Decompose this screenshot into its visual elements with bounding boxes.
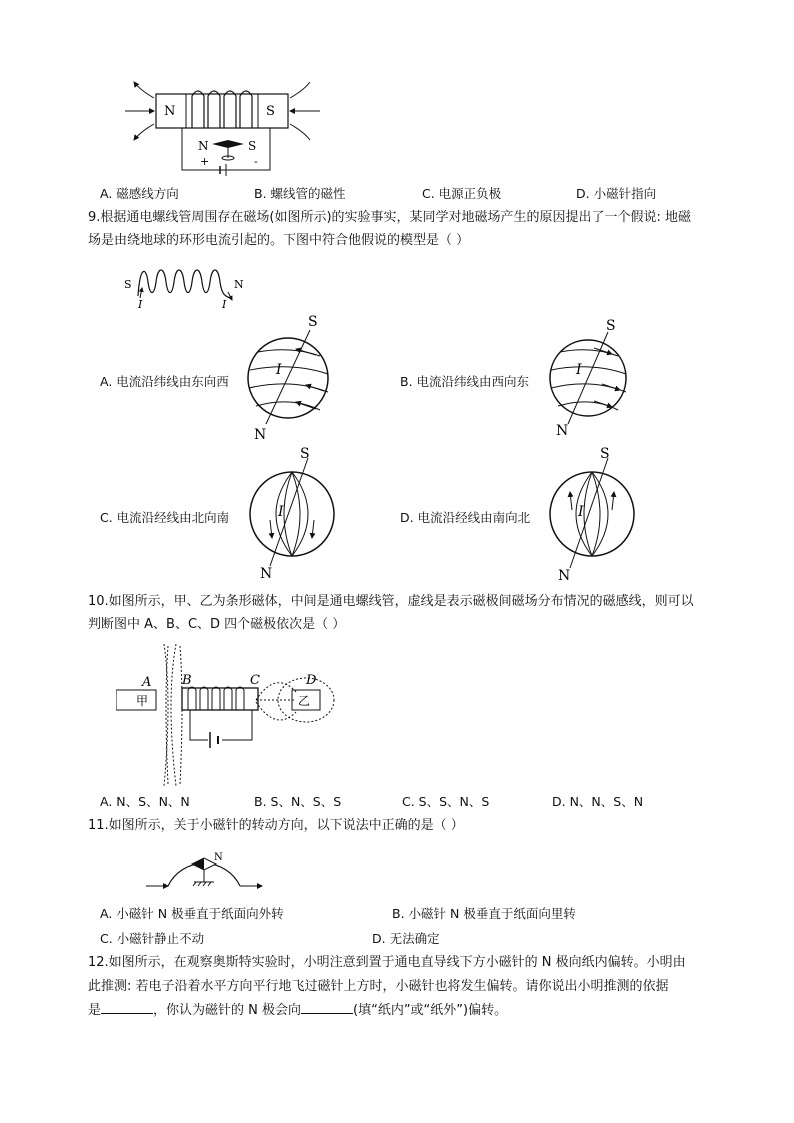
- q8-plus: +: [200, 155, 210, 168]
- q12-text-b: ，你认为磁针的 N 极会向: [153, 1003, 302, 1018]
- q8-option-c[interactable]: C. 电源正负极: [422, 186, 502, 201]
- q10-option-a[interactable]: A. N、S、N、N: [100, 794, 190, 809]
- q10-label-b: B: [182, 673, 192, 688]
- q10-stem-line-1: 10.如图所示，甲、乙为条形磁体，中间是通电螺线管，虚线是表示磁极间磁场分布情况的磁感线，则可以: [88, 594, 694, 609]
- q12-blank-1[interactable]: [101, 1001, 153, 1014]
- q9-globe-b: [536, 314, 636, 440]
- q8-n-pole: N: [164, 104, 176, 119]
- q12-text-a: 是: [88, 1003, 102, 1018]
- q9-a-top: S: [308, 314, 318, 330]
- q8-minus: -: [254, 155, 258, 168]
- q10-option-c[interactable]: C. S、S、N、S: [402, 794, 490, 809]
- q9-a-current: I: [276, 362, 282, 378]
- q10-option-b[interactable]: B. S、N、S、S: [254, 794, 342, 809]
- q10-option-d[interactable]: D. N、N、S、N: [552, 794, 644, 809]
- q9-a-bottom: N: [254, 427, 267, 442]
- q11-option-b[interactable]: B. 小磁针 N 极垂直于纸面向里转: [392, 906, 576, 921]
- q9-coil-figure: [120, 260, 250, 310]
- q8-s-pole: S: [266, 104, 275, 119]
- q8-needle-s: S: [248, 139, 257, 153]
- q9-globe-a: [236, 312, 336, 442]
- q9-d-top: S: [600, 446, 610, 462]
- q10-label-a: A: [142, 675, 152, 690]
- q11-figure: [144, 842, 274, 898]
- q9-stem-line-2: 场是由绕地球的环形电流引起的。下图中符合他假说的模型是（ ）: [88, 233, 470, 248]
- q9-option-c[interactable]: C. 电流沿经线由北向南: [100, 510, 230, 525]
- q9-stem-line-1: 9.根据通电螺线管周围存在磁场(如图所示)的实验事实，某同学对地磁场产生的原因提出了一个假说: 地磁: [88, 210, 692, 225]
- q9-coil-n: N: [234, 278, 244, 291]
- q10-yi: 乙: [298, 694, 311, 708]
- q9-coil-i-left: I: [138, 298, 143, 310]
- q11-stem: 11.如图所示，关于小磁针的转动方向，以下说法中正确的是（ ）: [88, 818, 464, 833]
- q9-c-top: S: [300, 446, 310, 462]
- q9-globe-d: [546, 444, 646, 582]
- q10-label-c: C: [250, 673, 260, 688]
- q9-coil-i-right: I: [222, 298, 227, 310]
- q9-d-bottom: N: [558, 568, 571, 582]
- q12-text-c: (填“纸内”或“纸外”)偏转。: [353, 1003, 508, 1018]
- q9-b-current: I: [576, 362, 582, 378]
- q9-option-d[interactable]: D. 电流沿经线由南向北: [400, 510, 531, 525]
- q9-d-current: I: [578, 504, 584, 520]
- q10-figure: [116, 644, 356, 786]
- q9-b-top: S: [606, 318, 616, 334]
- q8-option-a[interactable]: A. 磁感线方向: [100, 186, 179, 201]
- q8-option-d[interactable]: D. 小磁针指向: [576, 186, 657, 201]
- q11-option-d[interactable]: D. 无法确定: [372, 931, 440, 946]
- q9-c-bottom: N: [260, 566, 273, 580]
- q8-needle-n: N: [198, 139, 209, 153]
- q12-line-1: 12.如图所示，在观察奥斯特实验时，小明注意到置于通电直导线下方小磁针的 N 极向纸内偏转。小明由: [88, 955, 686, 970]
- q10-label-d: D: [306, 673, 317, 688]
- q9-coil-s: S: [124, 278, 132, 291]
- q9-option-a[interactable]: A. 电流沿纬线由东向西: [100, 374, 229, 389]
- q12-blank-2[interactable]: [301, 1001, 353, 1014]
- q9-b-bottom: N: [556, 423, 569, 439]
- q9-option-b[interactable]: B. 电流沿纬线由西向东: [400, 374, 530, 389]
- q11-option-c[interactable]: C. 小磁针静止不动: [100, 931, 205, 946]
- q11-option-a[interactable]: A. 小磁针 N 极垂直于纸面向外转: [100, 906, 284, 921]
- q10-stem-line-2: 判断图中 A、B、C、D 四个磁极依次是（ ）: [88, 617, 346, 632]
- q12-line-3: [88, 1001, 507, 1021]
- q11-needle-n: N: [214, 852, 223, 863]
- q9-c-current: I: [278, 504, 284, 520]
- q12-line-2: 此推测: 若电子沿着水平方向平行地飞过磁针上方时，小磁针也将发生偏转。请你说出小明推测的依据: [88, 979, 669, 994]
- q8-solenoid-figure: [120, 78, 330, 176]
- q10-jia: 甲: [136, 694, 149, 708]
- q9-globe-c: [246, 444, 346, 580]
- q8-option-b[interactable]: B. 螺线管的磁性: [254, 186, 346, 201]
